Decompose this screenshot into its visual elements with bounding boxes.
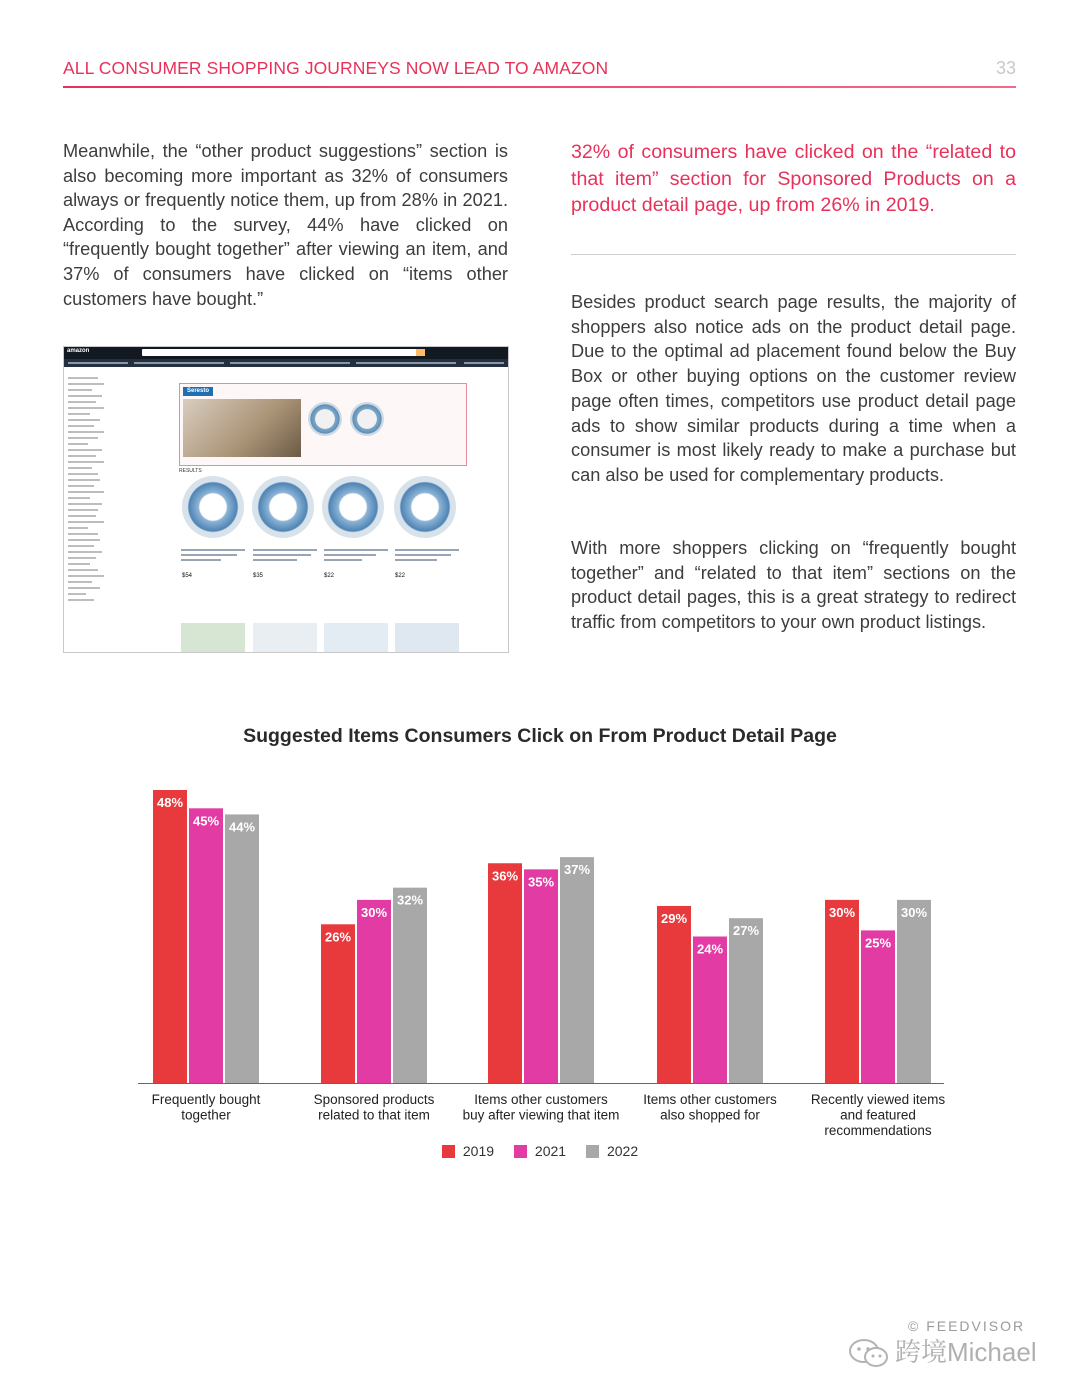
product-image bbox=[182, 476, 244, 538]
bar-value-label: 48% bbox=[156, 795, 184, 810]
category-label: Items other customers bbox=[474, 1092, 608, 1107]
bar-value-label: 26% bbox=[324, 929, 352, 945]
bar-2019 bbox=[321, 924, 355, 1083]
category-label: recommendations bbox=[824, 1123, 932, 1138]
bar-value-label: 29% bbox=[660, 910, 688, 926]
category-label: Frequently bought bbox=[151, 1092, 261, 1107]
chart-title: Suggested Items Consumers Click on From Product Detail Page bbox=[243, 725, 837, 747]
bar-2022 bbox=[729, 918, 763, 1083]
bar-value-label: 30% bbox=[360, 904, 388, 920]
screenshot-filter-sidebar bbox=[68, 377, 106, 605]
bar-value-label: 32% bbox=[396, 892, 424, 908]
product-image bbox=[252, 476, 314, 538]
bar-value-label: 27% bbox=[732, 923, 760, 939]
bar-chart bbox=[0, 760, 1080, 1140]
category-label: together bbox=[181, 1107, 231, 1123]
bar-2021 bbox=[524, 869, 558, 1083]
category-label: also shopped for bbox=[660, 1107, 760, 1123]
header-rule bbox=[63, 86, 1016, 88]
bar-2019 bbox=[488, 863, 522, 1083]
bar-value-label: 35% bbox=[527, 874, 555, 890]
product-price: $35 bbox=[253, 573, 264, 579]
legend-swatch bbox=[586, 1145, 599, 1158]
body-paragraph: With more shoppers clicking on “frequently bought together” and “related to that item” sections on the product detail pages, this is a great strategy to redirect traffic from competitors to your own product listings. bbox=[571, 538, 1016, 633]
results-label: RESULTS bbox=[179, 468, 202, 474]
legend-item-2021 bbox=[514, 1143, 566, 1159]
bar-value-label: 44% bbox=[228, 819, 256, 835]
product-image bbox=[394, 476, 456, 538]
product-thumbnail bbox=[308, 402, 342, 436]
page-number: 33 bbox=[995, 58, 1016, 78]
chart-legend bbox=[0, 1143, 1080, 1159]
category-label: Recently viewed items bbox=[810, 1092, 946, 1107]
screenshot-nav-bar bbox=[64, 359, 508, 367]
bar-2022 bbox=[897, 900, 931, 1083]
bar-value-label: 30% bbox=[900, 904, 928, 920]
legend-swatch bbox=[514, 1145, 527, 1158]
bar-2019 bbox=[825, 900, 859, 1083]
amazon-logo: amazon bbox=[67, 348, 90, 354]
bar-value-label: 36% bbox=[491, 868, 519, 884]
bar-value-label: 30% bbox=[828, 904, 856, 920]
sponsored-brand-banner bbox=[179, 383, 467, 466]
bar-2022 bbox=[393, 888, 427, 1083]
bar-2021 bbox=[861, 930, 895, 1083]
screenshot-topbar bbox=[64, 347, 508, 359]
bar-value-label: 25% bbox=[864, 935, 892, 951]
bar-2022 bbox=[560, 857, 594, 1083]
left-paragraph: Meanwhile, the “other product suggestions” section is also becoming more important as 32% of consumers always or frequently notice them, up from 28% in 2021. According to the survey, 44% have clicked on “frequently bought together” after viewing an item, and 37% of consumers have clicked on “items other customers have bought.” bbox=[63, 141, 508, 309]
footer-credit: © FEEDVISOR bbox=[908, 1318, 1026, 1334]
legend-swatch bbox=[442, 1145, 455, 1158]
category-label: Items other customers bbox=[643, 1092, 777, 1107]
pull-quote: 32% of consumers have clicked on the “related to that item” section for Sponsored Products on a product detail page, up from 26% in 2019. bbox=[571, 141, 1016, 217]
bar-value-label: 24% bbox=[696, 941, 724, 957]
watermark: 跨境Michael bbox=[895, 1337, 1037, 1367]
amazon-search-screenshot bbox=[63, 346, 509, 653]
legend-label: 2021 bbox=[534, 1143, 567, 1159]
header-title: ALL CONSUMER SHOPPING JOURNEYS NOW LEAD TO AMAZON bbox=[63, 58, 609, 78]
product-price: $22 bbox=[324, 573, 335, 579]
search-icon bbox=[416, 349, 425, 356]
product-price: $22 bbox=[395, 573, 406, 579]
bar-2021 bbox=[357, 900, 391, 1083]
bar-value-label: 37% bbox=[563, 862, 591, 878]
bar-2022 bbox=[225, 814, 259, 1083]
seresto-badge: Seresto bbox=[183, 387, 213, 396]
banner-hero-image bbox=[183, 399, 301, 457]
product-thumbnail bbox=[350, 402, 384, 436]
category-label: and featured bbox=[840, 1107, 916, 1123]
category-label: Sponsored products bbox=[313, 1092, 435, 1107]
bar-2021 bbox=[189, 808, 223, 1083]
category-label: buy after viewing that item bbox=[462, 1107, 620, 1123]
divider bbox=[571, 254, 1016, 255]
product-price: $54 bbox=[182, 573, 193, 579]
bar-2021 bbox=[693, 937, 727, 1084]
legend-item-2019 bbox=[442, 1143, 494, 1159]
body-paragraph: Besides product search page results, the majority of shoppers also notice ads on the product detail page. Due to the optimal ad placement found below the Buy Box or other buying options on the customer review page often times, competitors use product detail page ads to show similar products during a time when a consumer is most likely ready to make a purchase but can also be used for complementary products. bbox=[571, 292, 1016, 485]
wechat-icon bbox=[848, 1336, 890, 1370]
legend-label: 2022 bbox=[606, 1143, 639, 1159]
bar-2019 bbox=[657, 906, 691, 1083]
bar-value-label: 45% bbox=[192, 813, 220, 829]
category-label: related to that item bbox=[318, 1107, 430, 1123]
screenshot-search-bar bbox=[142, 349, 417, 356]
legend-item-2022 bbox=[586, 1143, 638, 1159]
product-image bbox=[322, 476, 384, 538]
legend-label: 2019 bbox=[462, 1143, 495, 1159]
bar-2019 bbox=[153, 790, 187, 1083]
